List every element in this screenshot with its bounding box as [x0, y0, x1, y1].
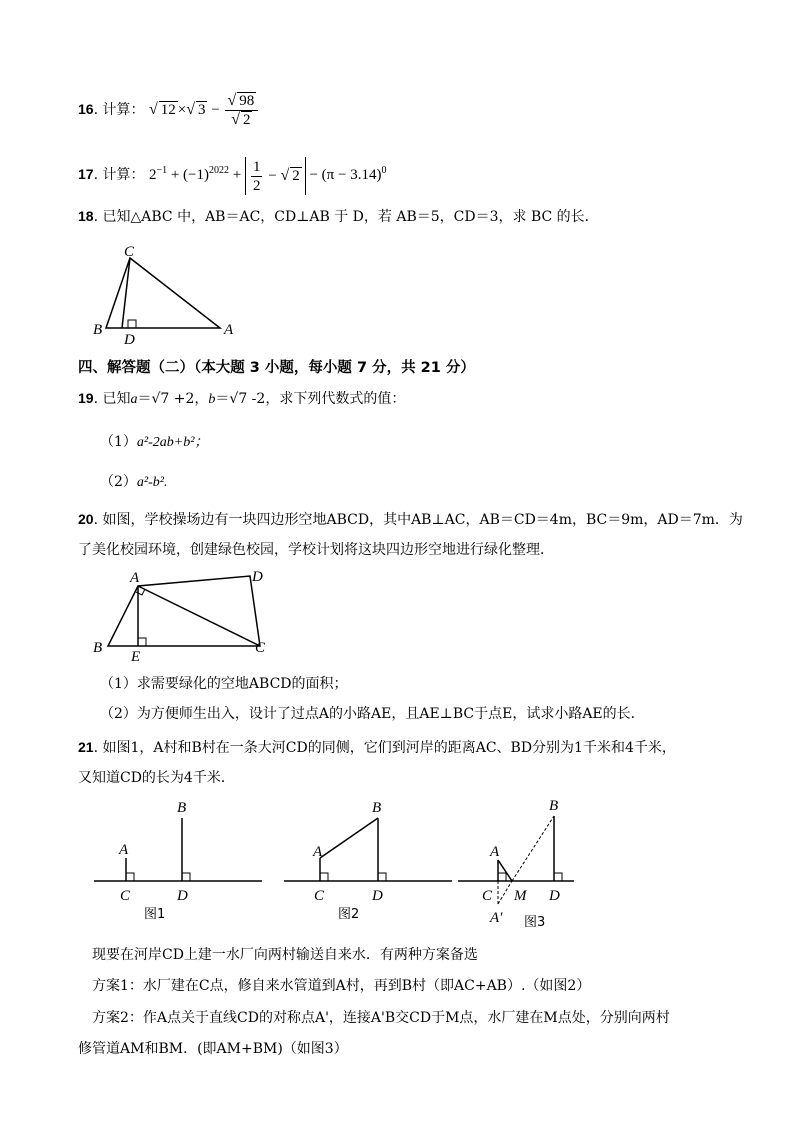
term: 2: [148, 167, 157, 183]
exponent: −1: [156, 165, 168, 176]
point-label-c: C: [482, 888, 493, 904]
point-label-b: B: [177, 800, 187, 816]
question-number: 21: [78, 739, 94, 755]
subquestion-19-1: [100, 432, 208, 453]
question-20: [78, 509, 743, 530]
figure-1: [90, 792, 270, 922]
vertex-label-c: C: [124, 244, 135, 260]
figure-2: [280, 792, 455, 922]
subquestion-expression: a²-2ab+b²；: [136, 435, 209, 450]
q21-plan-2: 方案2：作A点关于直线CD的对称点A'，连接A'B交CD于M点，水厂建在M点处，分别向两村: [92, 1010, 670, 1026]
operator: ×: [177, 101, 187, 118]
point-label-m: M: [514, 888, 527, 904]
question-number: 19: [78, 390, 94, 406]
point-label-a: A: [119, 842, 129, 858]
vertex-label-b: B: [93, 640, 103, 656]
q21-plan-2-line2: 修管道AM和BM．(即AM+BM)（如图3）: [78, 1041, 348, 1057]
radicand: 3: [197, 101, 206, 118]
point-label-a-prime: A′: [490, 910, 503, 926]
variable: b: [208, 392, 216, 407]
point-label-b: B: [549, 798, 559, 814]
question-19: [78, 388, 405, 410]
q21-plan-1: 方案1：水厂建在C点，修自来水管道到A村，再到B村（即AC+AB）.（如图2）: [92, 978, 591, 994]
question-17: [78, 152, 386, 195]
point-label-c: C: [120, 888, 131, 904]
question-text: ＝√7 +2，: [137, 391, 209, 407]
term: − (π − 3.14): [305, 167, 382, 183]
vertex-label-c: C: [255, 640, 266, 656]
triangle-figure: [88, 240, 248, 348]
radicand: 98: [239, 93, 255, 109]
subquestion-19-2: [100, 472, 167, 493]
question-text: . 如图，学校操场边有一块四边形空地ABCD，其中AB⊥AC，AB＝CD＝4m，BC＝9m，AD＝7m．为: [93, 512, 743, 528]
radicand: 12: [160, 101, 176, 118]
point-label-a: A: [313, 844, 323, 860]
vertex-label-a: A: [130, 570, 140, 586]
question-prefix: . 计算：: [93, 101, 145, 118]
quadrilateral-figure: [90, 564, 280, 664]
question-18: [78, 206, 599, 227]
vertex-label-b: B: [93, 322, 103, 338]
exponent: 2022: [209, 165, 229, 176]
point-label-d: D: [372, 888, 383, 904]
operator: +: [229, 167, 245, 183]
subquestion-label: （1）: [100, 434, 137, 450]
subquestion-label: （2）: [100, 474, 137, 490]
question-text: . 已知: [93, 391, 131, 407]
question-prefix: . 计算：: [93, 167, 145, 183]
question-number: 18: [78, 208, 94, 224]
question-21-line2: 又知道CD的长为4千米．: [78, 770, 235, 786]
fraction: $\frac{1}{2}$: [252, 158, 261, 194]
question-number: 20: [78, 511, 94, 527]
vertex-label-e: E: [131, 649, 141, 664]
figure-caption: 图3: [524, 915, 546, 930]
point-label-d: D: [177, 888, 188, 904]
operator: −: [207, 101, 224, 118]
question-number: 17: [78, 166, 94, 182]
figure-caption: 图2: [338, 907, 360, 922]
term: + (−1): [167, 167, 209, 183]
radicand: 2: [242, 112, 251, 128]
subquestion-20-2: （2）为方便师生出入，设计了过点A的小路AE，且AE⊥BC于点E，试求小路AE的长．: [100, 706, 645, 722]
variable: a: [130, 392, 138, 407]
question-21: [78, 737, 676, 758]
point-label-d: D: [549, 888, 560, 904]
question-number: 16: [78, 100, 94, 117]
math-expression: [148, 158, 387, 194]
question-20-line2: 了美化校园环境，创建绿色校园，学校计划将这块四边形空地进行绿化整理．: [78, 542, 554, 558]
q21-intro: 现要在河岸CD上建一水厂向两村输送自来水．有两种方案备选: [92, 947, 478, 963]
point-label-a: A: [490, 844, 500, 860]
question-text: ＝√7 -2，求下列代数式的值：: [215, 391, 406, 407]
math-expression: √ 12 ×√ 3 − $\frac{√ 98}{√ 2}$: [149, 102, 260, 118]
question-text: . 如图1，A村和B村在一条大河CD的同侧，它们到河岸的距离AC、BD分别为1千米和4千米，: [93, 740, 676, 756]
question-text: . 已知△ABC 中，AB＝AC，CD⊥AB 于 D，若 AB＝5，CD＝3，求 BC 的长．: [93, 209, 599, 225]
question-16: [78, 92, 260, 129]
vertex-label-a: A: [224, 322, 234, 338]
exponent: 0: [381, 165, 387, 176]
vertex-label-d: D: [124, 332, 135, 348]
subquestion-expression: a²-b².: [136, 475, 168, 490]
figure-caption: 图1: [144, 907, 166, 922]
absolute-value: $\frac{1}{2}$ − √ 2: [245, 157, 306, 195]
subquestion-20-1: （1）求需要绿化的空地ABCD的面积；: [100, 676, 348, 692]
fraction: $\frac{√ 98}{√ 2}$: [225, 92, 258, 129]
point-label-b: B: [372, 800, 382, 816]
operator: −: [264, 167, 281, 184]
radicand: 2: [292, 167, 300, 184]
section-heading: 四、解答题（二）（本大题 3 小题，每小题 7 分，共 21 分）: [78, 360, 475, 376]
figure-3: [456, 792, 586, 937]
vertex-label-d: D: [252, 569, 263, 585]
point-label-c: C: [314, 888, 325, 904]
